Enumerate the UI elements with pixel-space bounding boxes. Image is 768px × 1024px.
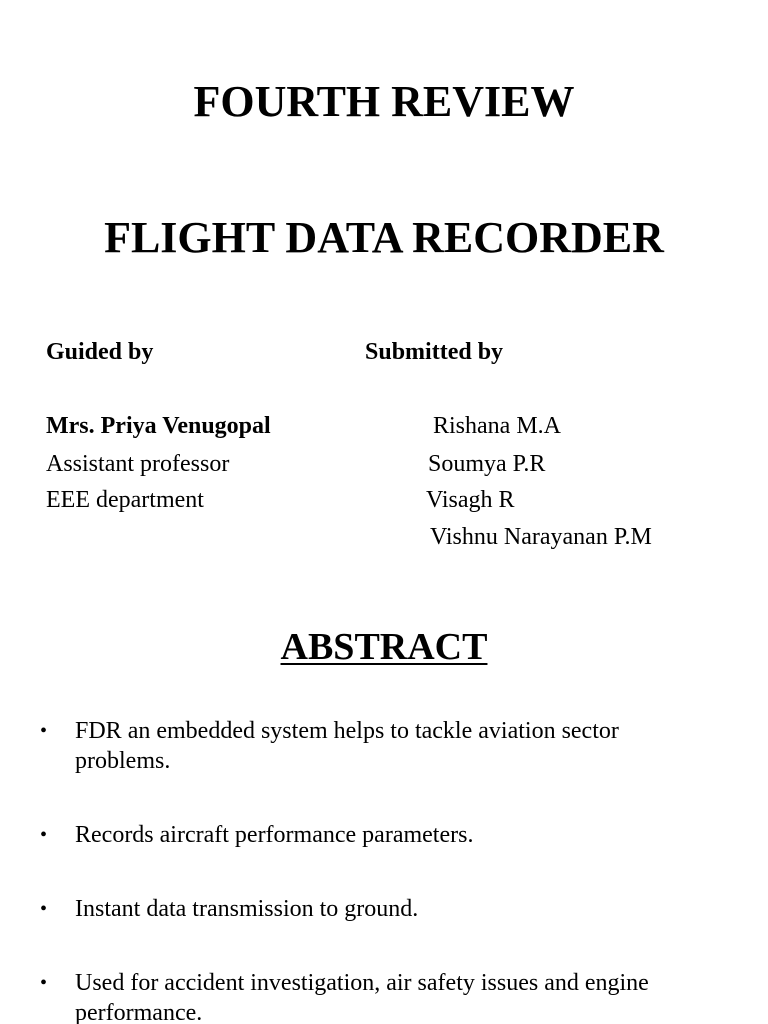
abstract-heading [0, 628, 768, 666]
bullet-point-icon: • [40, 824, 48, 846]
guide-department: EEE department [46, 487, 204, 513]
project-title: FLIGHT DATA RECORDER [104, 213, 664, 262]
guided-by-label: Guided by [46, 339, 154, 365]
abstract-heading-text: ABSTRACT [280, 626, 488, 668]
abstract-bullet [40, 820, 720, 850]
bullet-text: Instant data transmission to ground. [75, 896, 419, 922]
team-member: Rishana M.A [433, 413, 561, 439]
guide-name: Mrs. Priya Venugopal [46, 413, 271, 439]
review-title: FOURTH REVIEW [193, 77, 575, 126]
abstract-bullet [40, 894, 720, 924]
team-member: Vishnu Narayanan P.M [430, 524, 652, 550]
guide-role: Assistant professor [46, 451, 230, 477]
bullet-text: FDR an embedded system helps to tackle aviation sector problems. [75, 718, 619, 774]
abstract-bullet [40, 716, 720, 776]
submitted-by-label: Submitted by [365, 339, 504, 365]
team-member: Soumya P.R [428, 451, 546, 477]
team-member: Visagh R [426, 487, 515, 513]
abstract-slide [0, 576, 768, 1024]
bullet-text: Records aircraft performance parameters. [75, 822, 474, 848]
abstract-bullet [40, 968, 720, 1024]
bullet-point-icon: • [40, 972, 48, 994]
bullet-point-icon: • [40, 898, 48, 920]
bullet-point-icon: • [40, 720, 48, 742]
bullet-text: Used for accident investigation, air safety issues and engine performance. [75, 970, 649, 1024]
